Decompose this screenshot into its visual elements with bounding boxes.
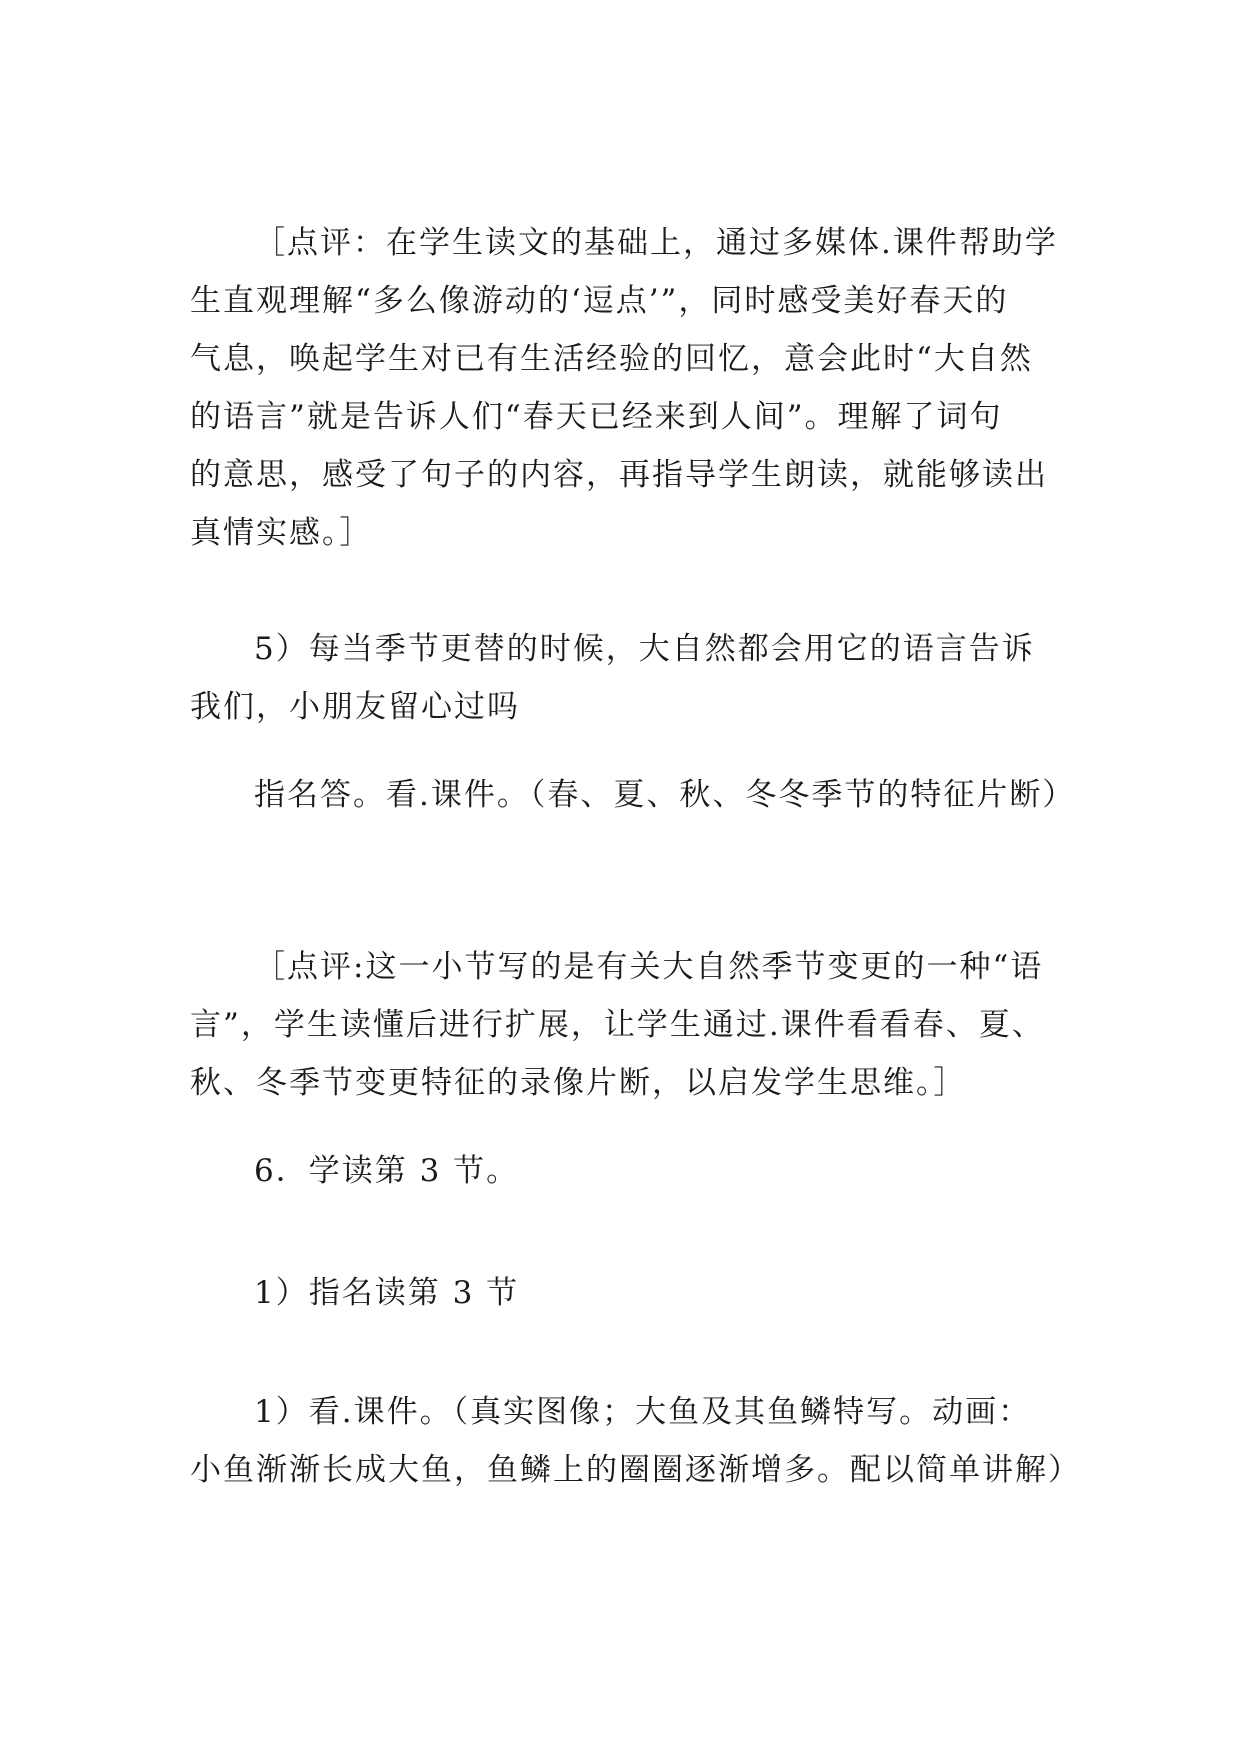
answer-paragraph: [190, 766, 1075, 824]
step-1-view-paragraph: [190, 1383, 1081, 1499]
step-1-read-paragraph: [190, 1264, 519, 1322]
text-line: 5）每当季节更替的时候，大自然都会用它的语言告诉: [254, 631, 1035, 667]
comment-paragraph-2: [190, 938, 1045, 1112]
text-line: 气息，唤起学生对已有生活经验的回忆，意会此时“大自然: [190, 341, 1033, 377]
text-line: 1）指名读第 3 节: [254, 1275, 520, 1311]
text-line: 我们，小朋友留心过吗: [190, 689, 520, 725]
step-5-paragraph: [190, 620, 1035, 736]
text-line: 的语言”就是告诉人们“春天已经来到人间”。理解了词句: [190, 399, 1003, 435]
text-line: 生直观理解“多么像游动的‘逗点’”，同时感受美好春天的: [190, 283, 1009, 319]
text-line: 真情实感。］: [190, 515, 373, 551]
text-line: 的意思，感受了句子的内容，再指导学生朗读，就能够读出: [190, 457, 1048, 493]
text-line: 言”，学生读懂后进行扩展，让学生通过.课件看看春、夏、: [190, 1007, 1045, 1043]
text-line: 1）看.课件。（真实图像；大鱼及其鱼鳞特写。动画：: [254, 1394, 1032, 1430]
text-line: 指名答。看.课件。（春、夏、秋、冬冬季节的特征片断）: [254, 777, 1076, 813]
comment-paragraph-1: [190, 214, 1058, 562]
text-line: ［点评:这一小节写的是有关大自然季节变更的一种“语: [254, 949, 1044, 985]
text-line: 小鱼渐渐长成大鱼，鱼鳞上的圈圈逐渐增多。配以简单讲解）: [190, 1452, 1081, 1488]
section-6-heading: [190, 1142, 519, 1200]
text-line: 秋、冬季节变更特征的录像片断，以启发学生思维。］: [190, 1065, 967, 1101]
text-line: ［点评：在学生读文的基础上，通过多媒体.课件帮助学: [254, 225, 1058, 261]
text-line: 6．学读第 3 节。: [254, 1153, 520, 1189]
